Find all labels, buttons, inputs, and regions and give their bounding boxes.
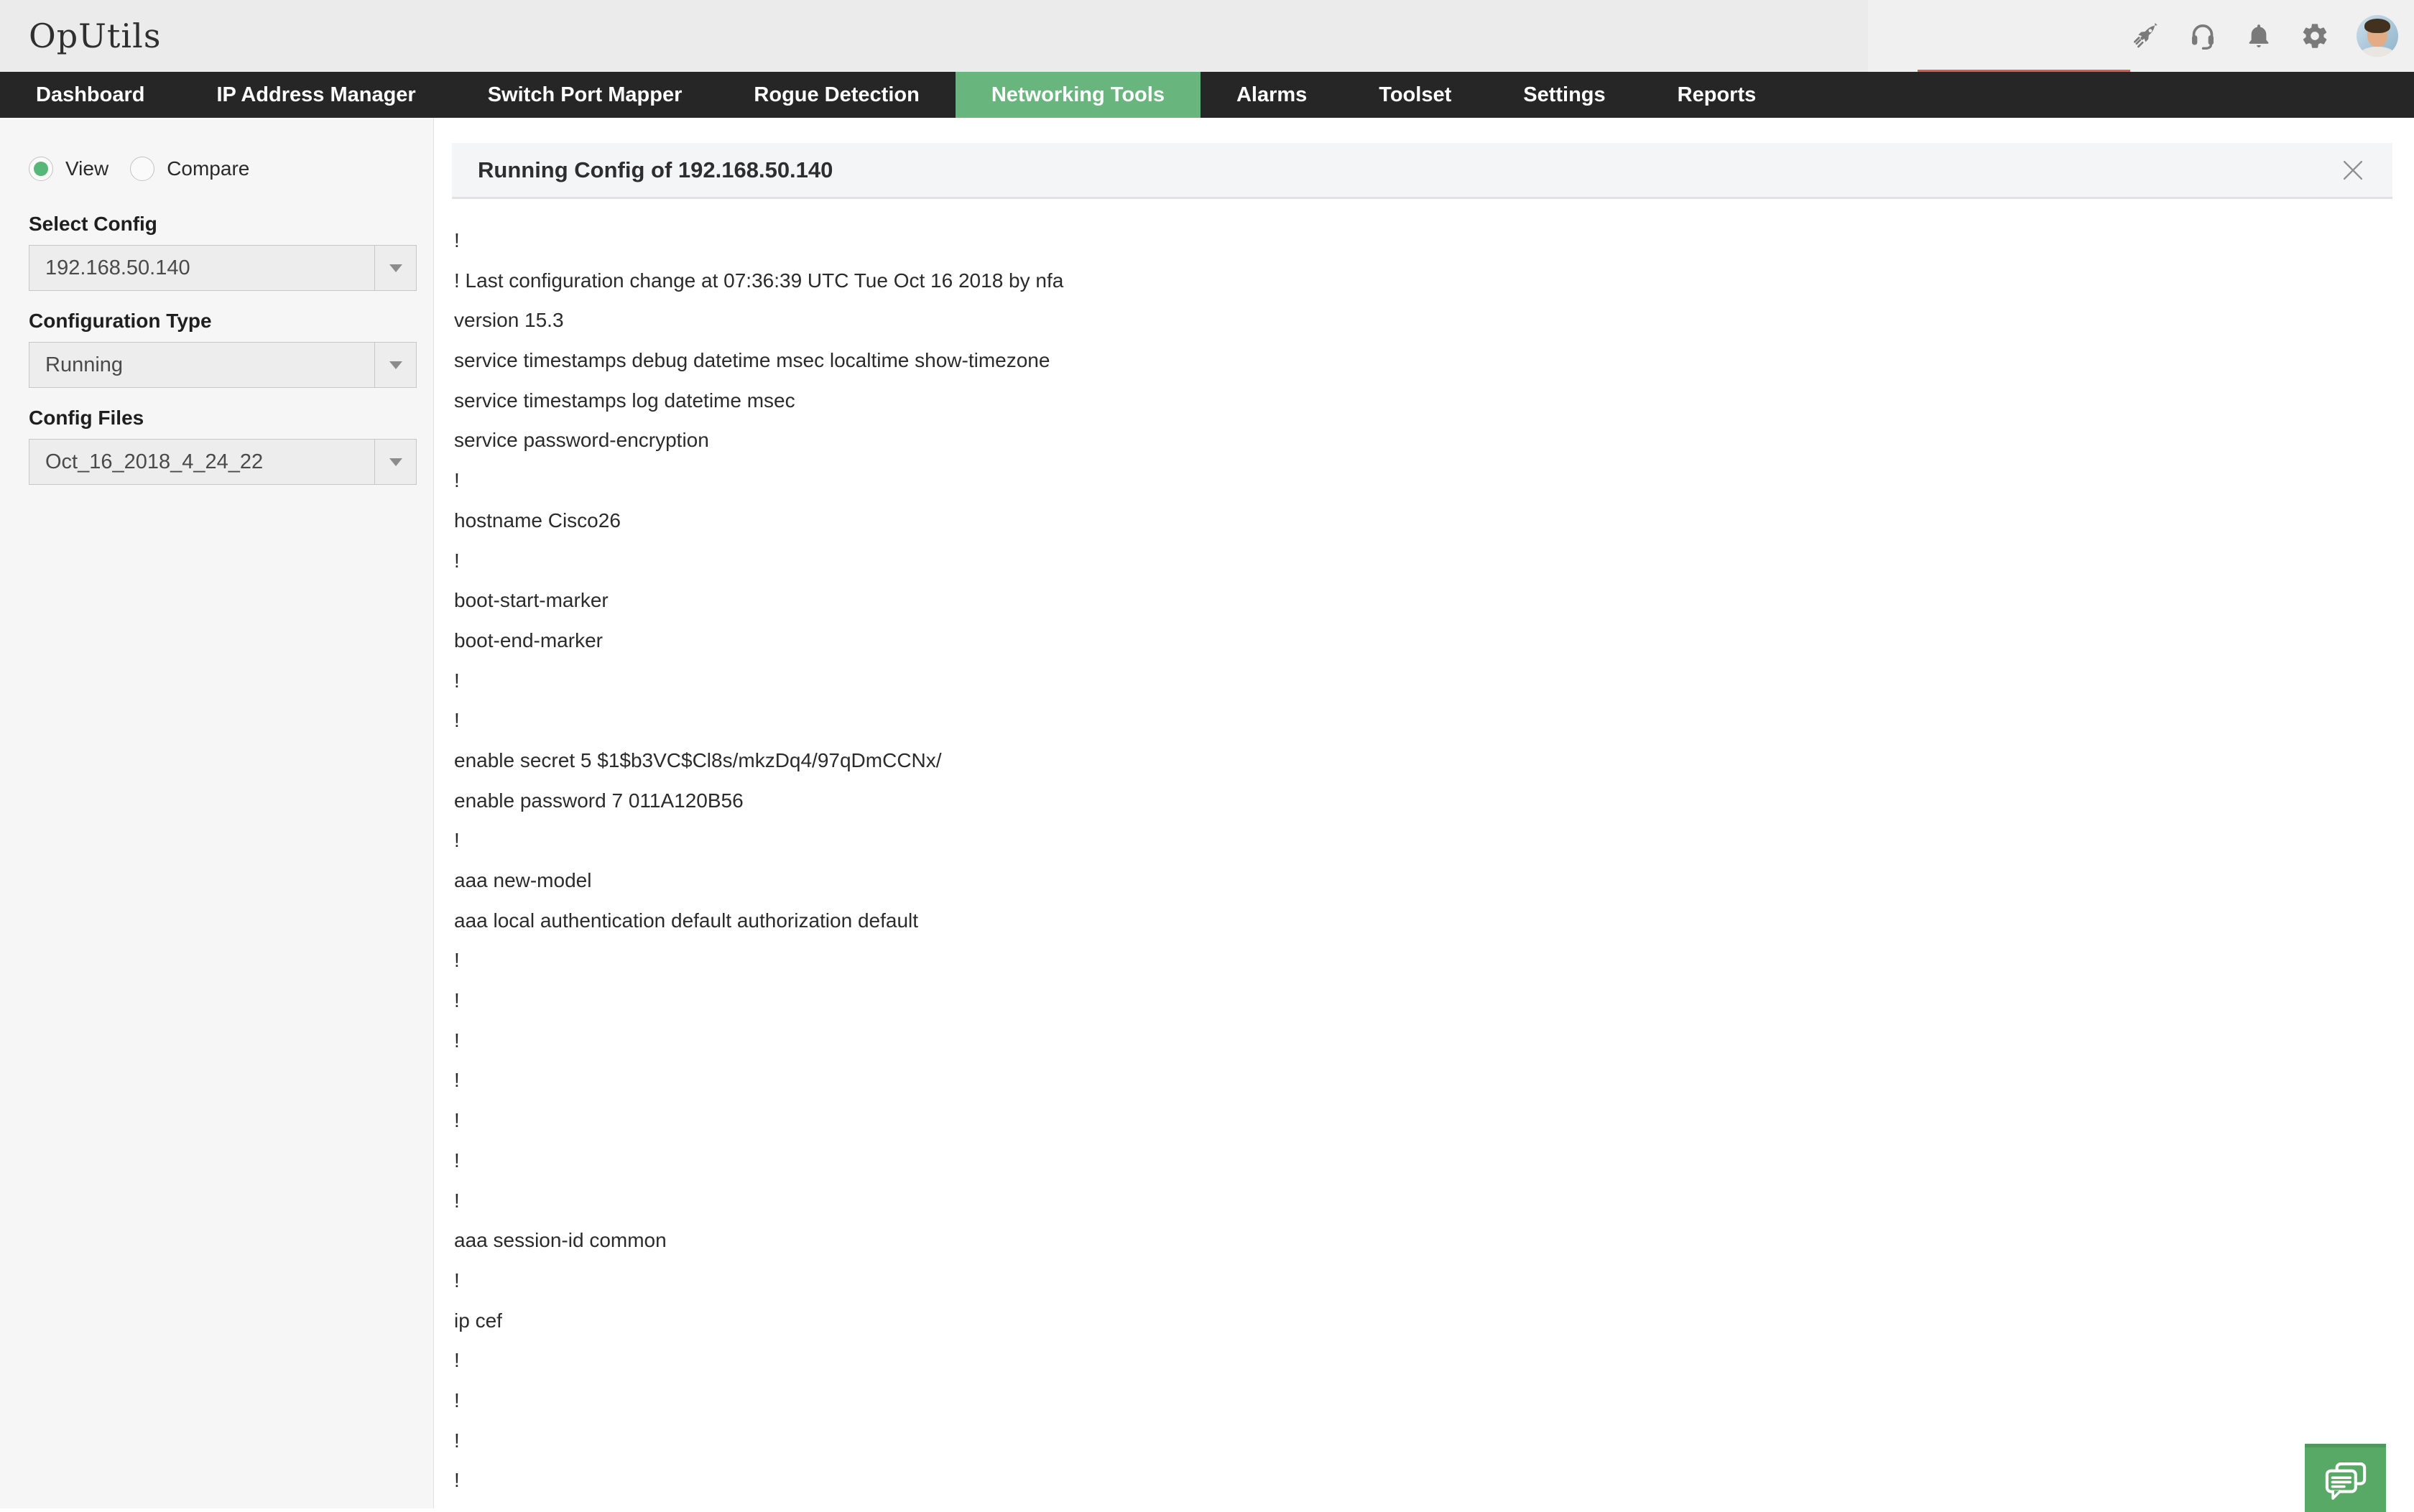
sidebar-fields [29,213,433,485]
app-header [0,0,2414,72]
nav-tab[interactable]: Reports [1677,83,1757,106]
radio-label: Compare [167,157,250,180]
config-line: ! [454,1069,460,1092]
chevron-down-icon[interactable] [374,246,416,290]
triangle-glyph [389,361,402,369]
config-line: ! [454,1388,460,1411]
config-line: enable secret 5 $1$b3VC$Cl8s/mkzDq4/97qDmCCNx/ [454,748,942,771]
config-line: ip cef [454,1309,502,1332]
config-line: ! [454,949,460,972]
config-field [29,310,433,388]
config-line: ! [454,1149,460,1172]
radio-circle [130,157,154,181]
app-logo: OpUtils [29,17,162,55]
settings-gear-icon[interactable] [2300,22,2329,50]
triangle-glyph [389,264,402,272]
config-sidebar [0,118,434,1508]
launch-rocket-icon[interactable] [2132,22,2161,50]
config-line: aaa session-id common [454,1229,667,1252]
radio-dot [34,162,48,176]
chat-bubbles-icon [2322,1460,2369,1500]
config-line: ! [454,829,460,852]
config-viewer-panel [434,118,2414,1508]
nav-tab[interactable]: Settings [1523,83,1606,106]
config-line: ! [454,1109,460,1132]
chevron-down-icon[interactable] [374,440,416,484]
config-line: ! Last configuration change at 07:36:39 UTC Tue Oct 16 2018 by nfa [454,269,1064,292]
avatar-hair [2364,19,2390,33]
select-value: 192.168.50.140 [45,256,190,279]
config-line: enable password 7 011A120B56 [454,789,744,812]
config-field [29,407,433,485]
avatar-shirt [2361,47,2394,57]
select-dropdown[interactable] [29,245,417,291]
nav-tab[interactable]: Switch Port Mapper [487,83,683,106]
config-line: ! [454,469,460,492]
config-line: version 15.3 [454,309,564,332]
field-label: Config Files [29,407,144,429]
notification-bell-icon[interactable] [2244,22,2273,50]
config-line: ! [454,1349,460,1372]
config-line: ! [454,989,460,1012]
config-line: ! [454,1029,460,1052]
view-mode-radio[interactable] [130,157,249,181]
nav-tab[interactable]: Dashboard [36,83,145,106]
select-dropdown[interactable] [29,342,417,388]
config-line: hostname Cisco26 [454,509,621,532]
nav-tab[interactable]: Toolset [1379,83,1452,106]
config-line: boot-start-marker [454,589,609,612]
field-label: Select Config [29,213,157,235]
radio-circle [29,157,53,181]
user-avatar[interactable] [2357,15,2398,57]
config-line: ! [454,1189,460,1212]
config-line: ! [454,1469,460,1492]
config-text [434,199,2414,1501]
config-line: aaa local authentication default authorization default [454,909,919,932]
config-field [29,213,433,291]
nav-tab[interactable]: IP Address Manager [216,83,416,106]
config-line: ! [454,669,460,692]
alert-indicator-strip [1918,70,2130,72]
config-line: ! [454,1429,460,1452]
nav-tab[interactable]: Networking Tools [956,72,1201,118]
config-line: service timestamps debug datetime msec localtime show-timezone [454,349,1050,372]
config-line: ! [454,1268,460,1291]
select-value: Running [45,353,124,376]
content-area [0,118,2414,1508]
page-title: Running Config of 192.168.50.140 [478,157,833,182]
view-mode-radio[interactable] [29,157,108,181]
nav-tab[interactable]: Alarms [1236,83,1308,106]
chat-button[interactable] [2305,1444,2386,1512]
close-button[interactable] [2336,154,2369,187]
config-line: ! [454,549,460,572]
select-dropdown[interactable] [29,439,417,485]
config-line: ! [454,709,460,732]
select-value: Oct_16_2018_4_24_22 [45,450,264,473]
view-mode-selector [29,157,433,181]
header-icon-bar [2132,0,2414,72]
close-icon [2337,154,2369,186]
config-line: boot-end-marker [454,629,603,651]
config-line: aaa new-model [454,869,592,891]
config-line: service timestamps log datetime msec [454,389,795,412]
main-nav [0,72,2414,118]
support-headset-icon[interactable] [2188,22,2217,50]
radio-label: View [65,157,109,180]
config-line: ! [454,229,460,251]
nav-tab[interactable]: Rogue Detection [754,83,920,106]
config-line: service password-encryption [454,429,709,452]
chevron-down-icon[interactable] [374,343,416,387]
config-titlebar [452,143,2392,199]
triangle-glyph [389,458,402,466]
field-label: Configuration Type [29,310,212,332]
